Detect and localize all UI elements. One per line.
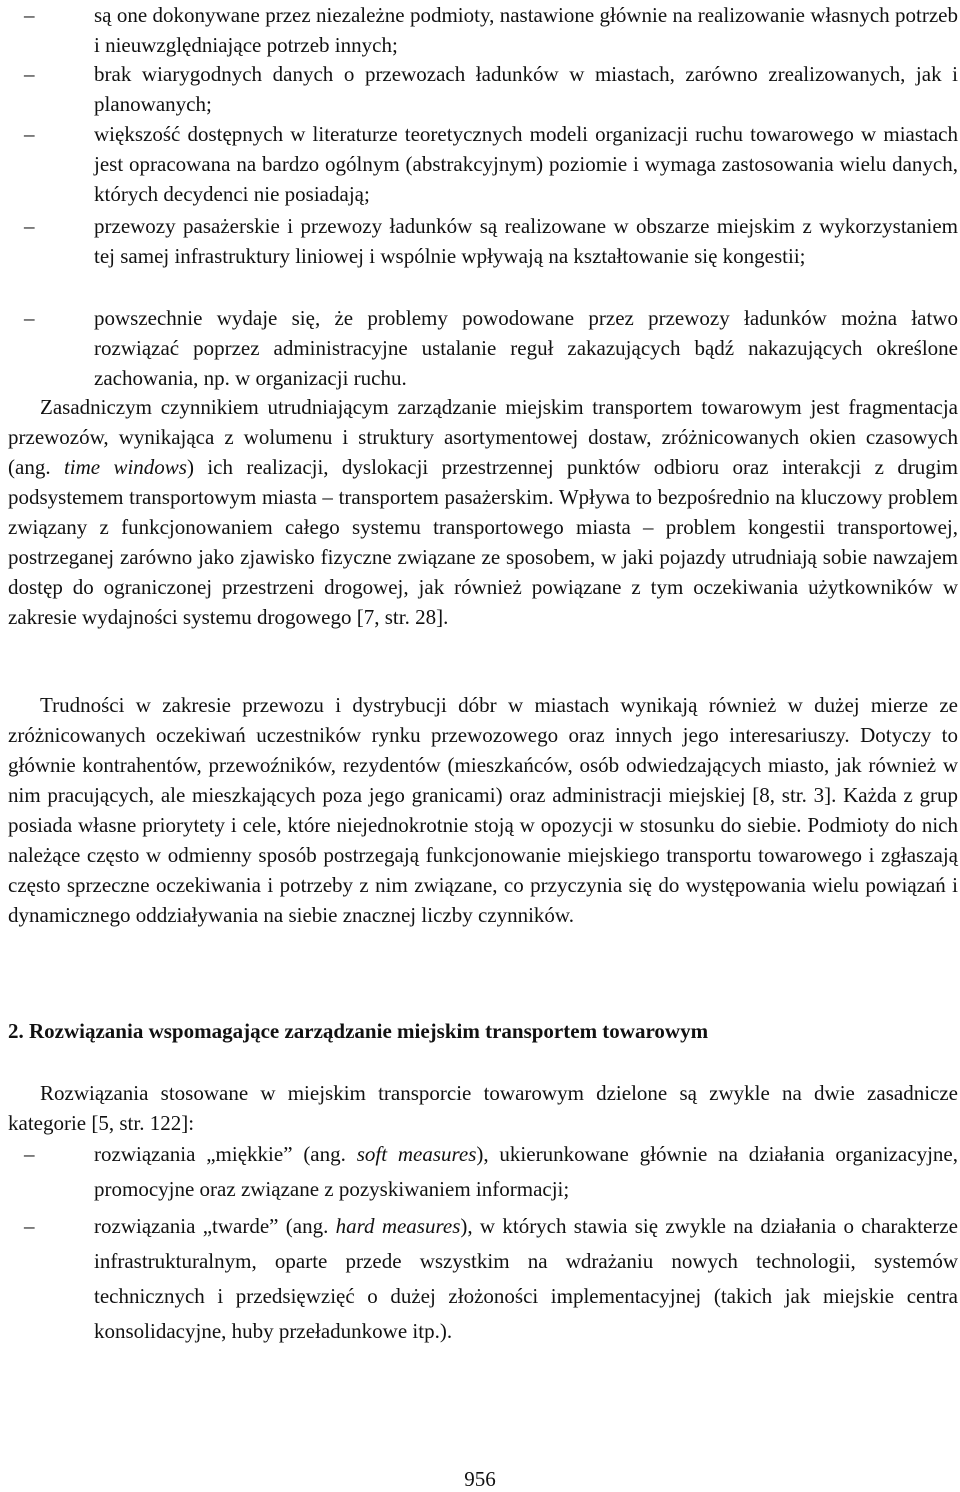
list-item: – przewozy pasażerskie i przewozy ładunków są realizowane w obszarze miejskim z wykorzystaniem tej samej infrastruktury liniowej i wspólnie wpływają na kształtowanie się kongestii;: [94, 211, 958, 271]
list-item-text: rozwiązania „miękkie” (ang.: [94, 1142, 357, 1166]
list-item-text: ), w których stawia się zwykle na działania o charakterze infrastrukturalnym, oparte przede wszystkim na wdrażaniu nowych technologii, systemów technicznych i przedsięwzięć o dużej złożoności implementacyjnej (takich jak miejskie centra konsolidacyjne, huby przeładunkowe itp.).: [94, 1214, 958, 1343]
page-number: 956: [464, 1467, 496, 1491]
paragraph: Rozwiązania stosowane w miejskim transporcie towarowym dzielone są zwykle na dwie zasadnicze kategorie [5, str. 122]:: [8, 1081, 958, 1135]
paragraph: [8, 392, 958, 632]
list-item: – większość dostępnych w literaturze teoretycznych modeli organizacji ruchu towarowego w miastach jest opracowana na bardzo ogólnym (abstrakcyjnym) poziomie i wymaga zastosowania wielu danych, których decydenci nie posiadają;: [94, 119, 958, 209]
list-item: – powszechnie wydaje się, że problemy powodowane przez przewozy ładunków można łatwo rozwiązać poprzez administracyjne ustalanie reguł zakazujących bądź nakazujących określone zachowania, np. w organizacji ruchu.: [94, 303, 958, 393]
paragraph-text: Zasadniczym czynnikiem utrudniającym zarządzanie miejskim transportem towarowym jest fragmentacja przewozów, wynikająca z wolumenu i struktury asortymentowej dostaw, zróżnicowanych okien czasowych (ang.: [8, 395, 958, 479]
paragraph: Trudności w zakresie przewozu i dystrybucji dóbr w miastach wynikają również w dużej mierze ze zróżnicowanych oczekiwań uczestników rynku przewozowego oraz innych jego interesariuszy. Dotyczy to głównie kontrahentów, przewoźników, rezydentów (mieszkańców, osób odwiedzających miasto, jak również w nim pracujących, ale mieszkających poza jego granicami) oraz administracji miejskiej [8, str. 3]. Każda z grup posiada własne priorytety i cele, które niejednokrotnie stoją w opozycji w stosunku do siebie. Podmioty do nich należące często w odmienny sposób postrzegają funkcjonowanie miejskiego transportu towarowego i zgłaszają często sprzeczne oczekiwania i potrzeby z nim związane, co przyczynia się do występowania wielu powiązań i dynamicznego oddziaływania na siebie znacznej liczby czynników.: [8, 693, 958, 927]
list-item-text: rozwiązania „twarde” (ang.: [94, 1214, 336, 1238]
italic-term: hard measures: [335, 1214, 461, 1238]
paragraph-text: ) ich realizacji, dyslokacji przestrzennej punktów odbioru oraz interakcji z drugim podsystemem transportowym miasta – transportem pasażerskim. Wpływa to bezpośrednio na kluczowy problem związany z funkcjonowaniem całego systemu transportowego miasta – problem kongestii transportowej, postrzeganej zarówno jako zjawisko fizyczne związane ze sposobem, w jaki pojazdy utrudniają sobie nawzajem dostęp do ograniczonej przestrzeni drogowej, jak również powiązane z tym oczekiwania użytkowników w zakresie wydajności systemu drogowego [7, str. 28].: [8, 455, 958, 629]
list-item: – brak wiarygodnych danych o przewozach ładunków w miastach, zarówno zrealizowanych, jak i planowanych;: [94, 59, 958, 119]
italic-term: soft measures: [356, 1142, 477, 1166]
italic-term: time windows: [63, 455, 187, 479]
list-item-text: ), ukierunkowane głównie na działania organizacyjne, promocyjne oraz związane z pozyskiwaniem informacji;: [94, 1142, 958, 1201]
section-heading: 2. Rozwiązania wspomagające zarządzanie miejskim transportem towarowym: [8, 1019, 709, 1043]
list-item: [94, 1137, 958, 1207]
list-item: [94, 1209, 958, 1349]
list-item: – są one dokonywane przez niezależne podmioty, nastawione głównie na realizowanie własnych potrzeb i nieuwzględniające potrzeb innych;: [94, 0, 958, 60]
